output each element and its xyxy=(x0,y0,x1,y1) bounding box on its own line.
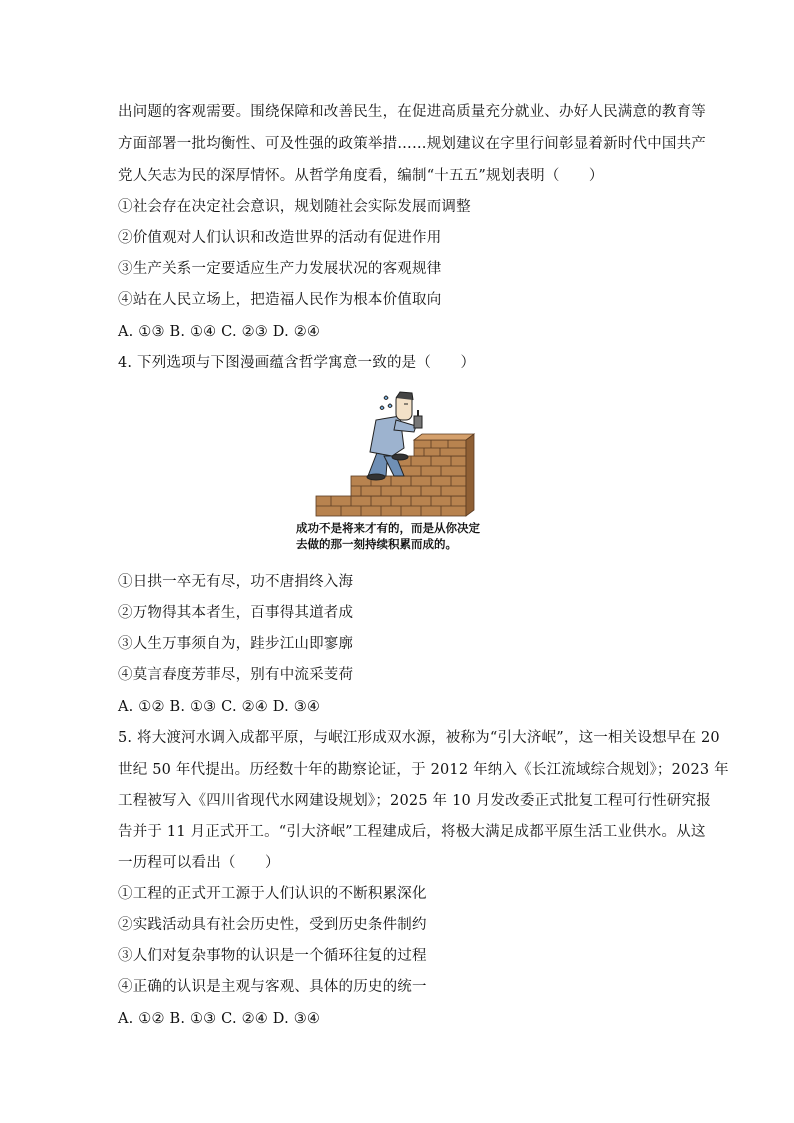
q4-answer-choices: A. ①② B. ①③ C. ②④ D. ③④ xyxy=(118,699,321,715)
q4-option-3: ③人生万事须自为，跬步江山即寥廓 xyxy=(118,636,354,652)
q5-option-4: ④正确的认识是主观与客观、具体的历史的统一 xyxy=(118,979,427,995)
cartoon-caption-line-1: 成功不是将来才有的，而是从你决定 xyxy=(296,521,480,535)
q4-option-1: ①日拱一卒无有尽，功不唐捐终入海 xyxy=(118,574,354,590)
q5-stem-line-2: 世纪 50 年代提出。历经数十年的勘察论证，于 2012 年纳入《长江流域综合规划》；2023 年 xyxy=(118,762,729,778)
q3-option-2: ②价值观对人们认识和改造世界的活动有促进作用 xyxy=(118,230,442,246)
q3-option-1: ①社会存在决定社会意识，规划随社会实际发展而调整 xyxy=(118,199,471,215)
q5-stem-line-5: 一历程可以看出（ ） xyxy=(118,855,280,871)
q5-stem-line-4: 告并于 11 月正式开工。“引大济岷”工程建成后，将极大满足成都平原生活工业供水。从这 xyxy=(118,824,706,840)
q3-stem-line-3: 党人矢志为民的深厚情怀。从哲学角度看，编制“十五五”规划表明（ ） xyxy=(118,168,604,184)
cartoon-caption-line-2: 去做的那一刻持续积累而成的。 xyxy=(296,537,457,551)
q4-stem: 4. 下列选项与下图漫画蕴含哲学寓意一致的是（ ） xyxy=(118,355,476,371)
q5-option-1: ①工程的正式开工源于人们认识的不断积累深化 xyxy=(118,886,427,902)
q5-option-3: ③人们对复杂事物的认识是一个循环往复的过程 xyxy=(118,948,427,964)
q3-option-3: ③生产关系一定要适应生产力发展状况的客观规律 xyxy=(118,261,442,277)
q4-option-4: ④莫言春度芳菲尽，别有中流采芰荷 xyxy=(118,667,354,683)
q3-stem-line-2: 方面部署一批均衡性、可及性强的政策举措……规划建议在字里行间彰显着新时代中国共产 xyxy=(118,136,706,152)
q5-stem-line-1: 5. 将大渡河水调入成都平原，与岷江形成双水源，被称为“引大济岷”，这一相关设想早在 20 xyxy=(118,730,720,746)
q5-answer-choices: A. ①② B. ①③ C. ②④ D. ③④ xyxy=(118,1011,321,1027)
q3-option-4: ④站在人民立场上，把造福人民作为根本价值取向 xyxy=(118,292,442,308)
q5-option-2: ②实践活动具有社会历史性，受到历史条件制约 xyxy=(118,917,427,933)
q3-stem-line-1: 出问题的客观需要。围绕保障和改善民生，在促进高质量充分就业、办好人民满意的教育等 xyxy=(118,104,706,120)
q3-answer-choices: A. ①③ B. ①④ C. ②③ D. ②④ xyxy=(118,324,321,340)
q5-stem-line-3: 工程被写入《四川省现代水网建设规划》；2025 年 10 月发改委正式批复工程可行性研究报 xyxy=(118,793,711,809)
q4-option-2: ②万物得其本者生，百事得其道者成 xyxy=(118,605,354,621)
